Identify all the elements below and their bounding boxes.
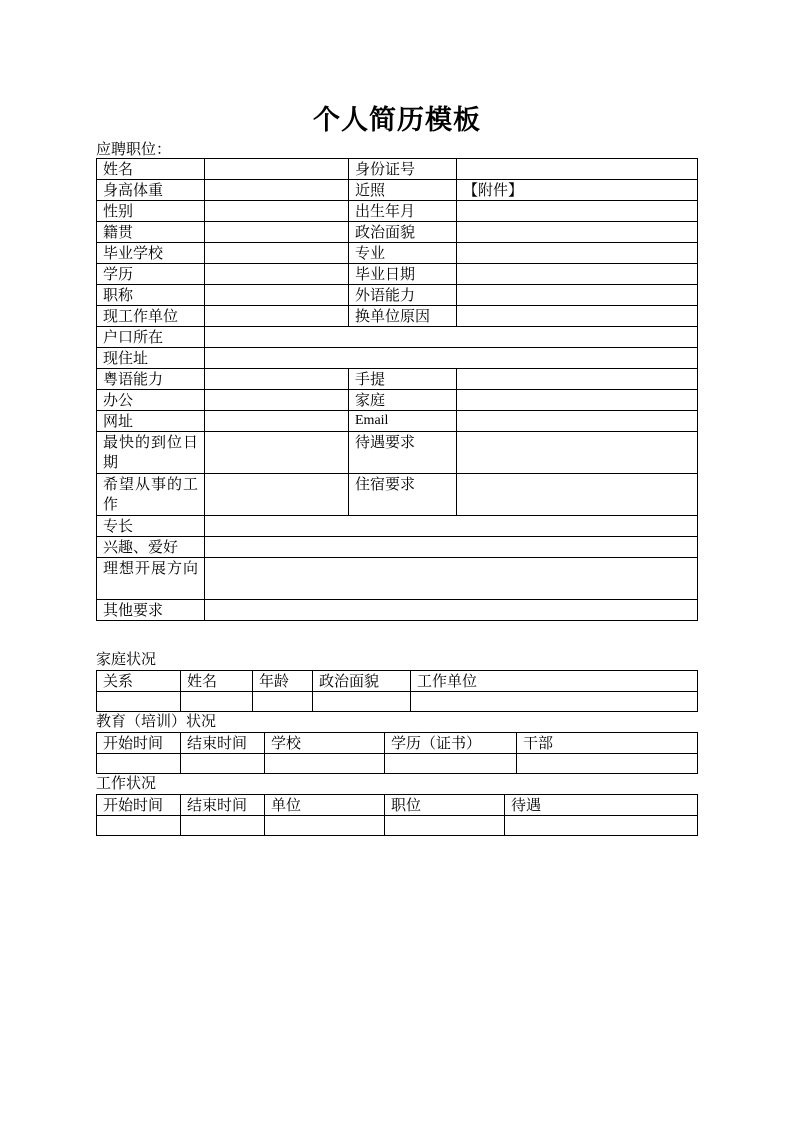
hukou-label: 户口所在 [97,327,205,348]
education-field[interactable] [205,264,349,285]
grad-date-label: 毕业日期 [349,264,457,285]
height-weight-field[interactable] [205,180,349,201]
education-label: 学历 [97,264,205,285]
major-field[interactable] [457,243,698,264]
resume-main-table [96,158,698,621]
table-row [97,754,698,774]
foreign-lang-label: 外语能力 [349,285,457,306]
table-row [97,474,698,516]
table-cell[interactable] [97,754,181,774]
attachment-field[interactable]: 【附件】 [457,180,698,201]
table-row [97,243,698,264]
address-field[interactable] [205,348,698,369]
column-header: 开始时间 [97,795,181,816]
email-label: Email [349,411,457,432]
birth-field[interactable] [457,201,698,222]
table-cell[interactable] [253,692,313,712]
column-header: 年龄 [253,671,313,692]
table-cell[interactable] [181,692,253,712]
home-label: 家庭 [349,390,457,411]
column-header: 开始时间 [97,733,181,754]
hukou-field[interactable] [205,327,698,348]
political-field[interactable] [457,222,698,243]
name-field[interactable] [205,159,349,180]
housing-req-field[interactable] [457,474,698,516]
position-label: 应聘职位： [96,140,172,158]
id-number-field[interactable] [457,159,698,180]
column-header: 结束时间 [181,733,265,754]
table-cell[interactable] [411,692,698,712]
title-rank-label: 职称 [97,285,205,306]
table-row [97,558,698,600]
table-row [97,369,698,390]
hobbies-label: 兴趣、爱好 [97,537,205,558]
other-req-field[interactable] [205,600,698,621]
column-header-text: 工作单位 [417,672,478,690]
page-title: 个人简历模板 [313,105,481,136]
mobile-field[interactable] [457,369,698,390]
table-cell[interactable] [385,816,505,836]
work-table [96,794,698,836]
gender-field[interactable] [205,201,349,222]
table-cell[interactable] [265,754,385,774]
column-header: 关系 [97,671,181,692]
column-header: 政治面貌 [313,671,411,692]
cantonese-label: 粤语能力 [97,369,205,390]
table-cell[interactable] [505,816,698,836]
column-header: 学校 [265,733,385,754]
table-row [97,600,698,621]
major-label: 专业 [349,243,457,264]
table-cell[interactable] [97,816,181,836]
table-row [97,348,698,369]
table-row [97,306,698,327]
political-label: 政治面貌 [349,222,457,243]
table-row [97,390,698,411]
school-label: 毕业学校 [97,243,205,264]
table-cell[interactable] [265,816,385,836]
table-row [97,816,698,836]
column-header: 干部 [517,733,698,754]
housing-req-label: 住宿要求 [349,474,457,516]
earliest-start-field[interactable] [205,432,349,474]
change-reason-field[interactable] [457,306,698,327]
column-header [411,671,698,692]
education-section-label: 教育（培训）状况 [96,712,217,730]
table-cell[interactable] [385,754,517,774]
ideal-direction-field[interactable] [205,558,698,600]
name-label: 姓名 [97,159,205,180]
table-row [97,327,698,348]
column-header: 结束时间 [181,795,265,816]
table-header-row [97,795,698,816]
mobile-label: 手提 [349,369,457,390]
table-row [97,222,698,243]
height-weight-label: 身高体重 [97,180,205,201]
website-field[interactable] [205,411,349,432]
desired-work-label: 希望从事的工作 [97,474,205,516]
hobbies-field[interactable] [205,537,698,558]
table-row [97,159,698,180]
table-cell[interactable] [97,692,181,712]
birth-label: 出生年月 [349,201,457,222]
other-req-label: 其他要求 [97,600,205,621]
table-cell[interactable] [313,692,411,712]
table-header-row [97,671,698,692]
photo-label: 近照 [349,180,457,201]
specialty-label: 专长 [97,516,205,537]
email-field[interactable] [457,411,698,432]
current-employer-label: 现工作单位 [97,306,205,327]
table-row [97,537,698,558]
education-table [96,732,698,774]
cantonese-field[interactable] [205,369,349,390]
table-row [97,692,698,712]
website-label: 网址 [97,411,205,432]
table-row [97,180,698,201]
native-place-field[interactable] [205,222,349,243]
table-row [97,432,698,474]
home-field[interactable] [457,390,698,411]
current-employer-field[interactable] [205,306,349,327]
specialty-field[interactable] [205,516,698,537]
salary-req-field[interactable] [457,432,698,474]
office-field[interactable] [205,390,349,411]
table-row [97,516,698,537]
earliest-start-label: 最快的到位日期 [97,432,205,474]
table-header-row [97,733,698,754]
office-label: 办公 [97,390,205,411]
native-place-label: 籍贯 [97,222,205,243]
table-row [97,201,698,222]
column-header: 职位 [385,795,505,816]
column-header: 单位 [265,795,385,816]
address-label: 现住址 [97,348,205,369]
work-section-label: 工作状况 [96,774,157,792]
title-rank-field[interactable] [205,285,349,306]
foreign-lang-field[interactable] [457,285,698,306]
table-cell[interactable] [517,754,698,774]
table-row [97,411,698,432]
table-cell[interactable] [181,816,265,836]
column-header: 姓名 [181,671,253,692]
table-cell[interactable] [181,754,265,774]
column-header: 学历（证书） [385,733,517,754]
family-section-label: 家庭状况 [96,650,157,668]
column-header: 待遇 [505,795,698,816]
table-row [97,264,698,285]
ideal-direction-label: 理想开展方向 [97,558,205,600]
change-reason-label: 换单位原因 [349,306,457,327]
family-table [96,670,698,712]
salary-req-label: 待遇要求 [349,432,457,474]
table-row [97,285,698,306]
gender-label: 性别 [97,201,205,222]
grad-date-field[interactable] [457,264,698,285]
id-number-label: 身份证号 [349,159,457,180]
desired-work-field[interactable] [205,474,349,516]
school-field[interactable] [205,243,349,264]
